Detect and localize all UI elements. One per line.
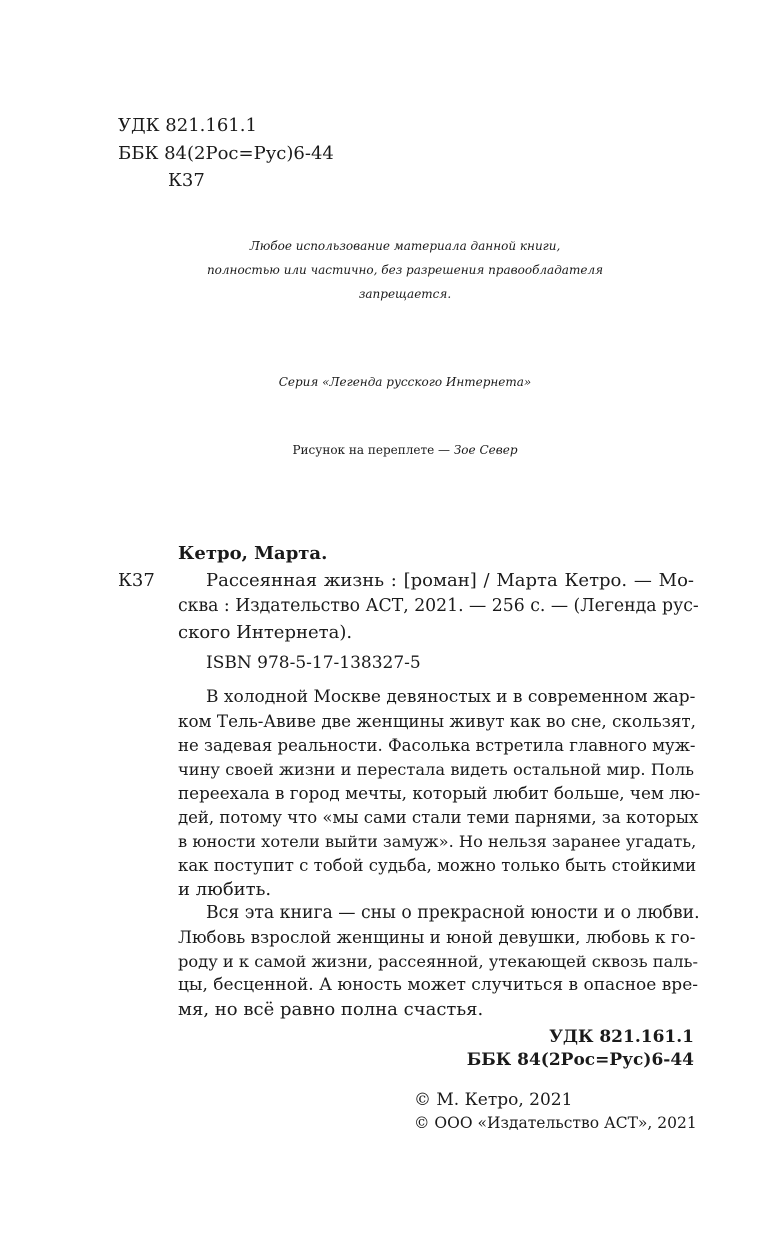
entry-author: Кетро, Марта.: [178, 543, 328, 564]
annotation-line: чину своей жизни и перестала видеть остальной мир. Поль: [178, 760, 694, 779]
copyright-notice-line-1: Любое использование материала данной книги,: [249, 239, 561, 253]
author-sign: К37: [168, 170, 205, 191]
cover-art-credit: [0, 437, 768, 463]
bottom-udk-code: УДК 821.161.1: [549, 1027, 694, 1047]
entry-description-line: ского Интернета).: [178, 622, 353, 643]
bottom-bbk-code: ББК 84(2Рос=Рус)6-44: [466, 1050, 694, 1070]
udk-code: УДК 821.161.1: [118, 115, 257, 136]
entry-description-line: сква : Издательство АСТ, 2021. — 256 с. — (Легенда рус-: [178, 596, 699, 616]
annotation-line: и любить.: [178, 879, 272, 900]
entry-description-line: Рассеянная жизнь : [роман] / Марта Кетро. — Мо-: [206, 570, 694, 591]
annotation-line: не задевая реальности. Фасолька встретила главного муж-: [178, 736, 696, 755]
annotation-line: Вся эта книга — сны о прекрасной юности и о любви.: [206, 903, 700, 923]
cover-art-label: Рисунок на переплете —: [292, 443, 454, 457]
entry-code: К37: [118, 570, 155, 591]
copyright-notice-line-2: полностью или частично, без разрешения правообладателя: [206, 263, 604, 277]
annotation-line: мя, но всё равно полна счастья.: [178, 999, 484, 1020]
entry-isbn: ISBN 978-5-17-138327-5: [206, 653, 421, 673]
copyright-notice-line-3: запрещается.: [358, 287, 452, 301]
cover-art-artist: Зое Север: [453, 443, 518, 457]
annotation-line: как поступит с тобой судьба, можно только быть стойкими: [178, 856, 697, 875]
annotation-line: переехала в город мечты, который любит больше, чем лю-: [178, 783, 701, 803]
series-title: Серия «Легенда русского Интернета»: [278, 375, 532, 389]
annotation-line: дей, потому что «мы сами стали теми парнями, за которых: [178, 808, 699, 827]
annotation-line: Любовь взрослой женщины и юной девушки, любовь к го-: [178, 927, 696, 947]
annotation-line: в юности хотели выйти замуж». Но нельзя заранее угадать,: [178, 832, 697, 851]
annotation-line: В холодной Москве девяностых и в современном жар-: [206, 687, 696, 707]
copyright-author: © М. Кетро, 2021: [414, 1090, 573, 1110]
annotation-line: ком Тель-Авиве две женщины живут как во сне, скользят,: [178, 711, 697, 731]
bbk-code: ББК 84(2Рос=Рус)6-44: [118, 143, 334, 164]
annotation-line: роду и к самой жизни, рассеянной, утекающей сквозь паль-: [178, 952, 698, 971]
annotation-line: цы, бесценной. А юность может случиться в опасное вре-: [178, 975, 698, 995]
copyright-publisher: © ООО «Издательство АСТ», 2021: [414, 1114, 697, 1132]
